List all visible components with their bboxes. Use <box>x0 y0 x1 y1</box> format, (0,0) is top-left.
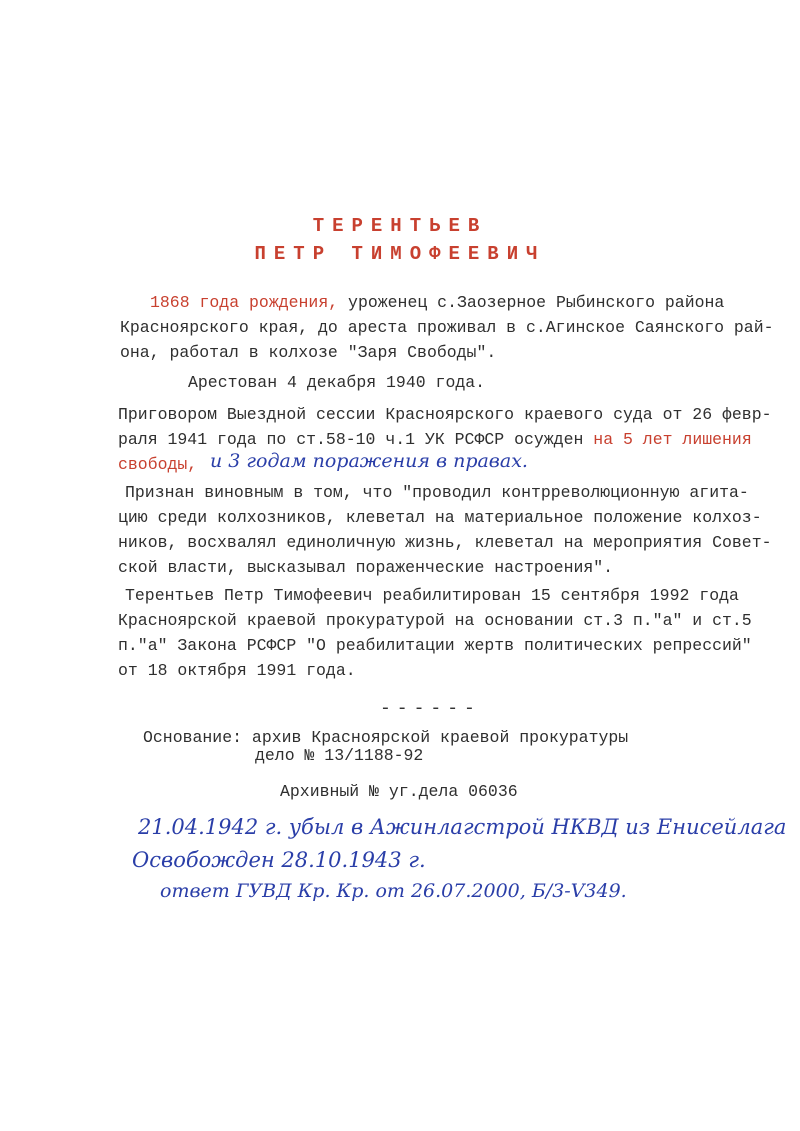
handwritten-addition: и 3 годам поражения в правах. <box>210 450 528 472</box>
paragraph-line: п."а" Закона РСФСР "О реабилитации жертв политических репрессий" <box>118 636 752 655</box>
sentence-term-cont: свободы, <box>118 455 198 474</box>
paragraph-line: цию среди колхозников, клеветал на материальное положение колхоз- <box>118 508 762 527</box>
paragraph-line: она, работал в колхозе "Заря Свободы". <box>120 343 497 362</box>
sentence-text: раля 1941 года по ст.58-10 ч.1 УК РСФСР осужден <box>118 430 584 449</box>
birthplace-text: уроженец с.Заозерное Рыбинского района <box>348 293 725 312</box>
separator: ------ <box>380 699 481 719</box>
paragraph-line: Приговором Выездной сессии Красноярского краевого суда от 26 февр- <box>118 405 772 424</box>
paragraph-line: Признан виновным в том, что "проводил контрреволюционную агита- <box>125 483 749 502</box>
paragraph-line: Красноярской краевой прокуратурой на основании ст.3 п."а" и ст.5 <box>118 611 752 630</box>
sentence-line <box>118 430 752 449</box>
sentence-term: на 5 лет лишения <box>593 430 752 449</box>
surname-heading: ТЕРЕНТЬЕВ <box>312 215 488 237</box>
archive-number: Архивный № уг.дела 06036 <box>280 782 518 801</box>
handwritten-note-2: Освобожден 28.10.1943 г. <box>132 848 426 872</box>
paragraph-line: Красноярского края, до ареста проживал в с.Агинское Саянского рай- <box>120 318 774 337</box>
basis-line: Основание: архив Красноярской краевой прокуратуры <box>143 728 629 747</box>
handwritten-note-1: 21.04.1942 г. убыл в Ажинлагстрой НКВД из Енисейлага <box>138 815 787 839</box>
arrest-line: Арестован 4 декабря 1940 года. <box>188 373 486 392</box>
paragraph-line: ской власти, высказывал пораженческие настроения". <box>118 558 614 577</box>
birth-year: 1868 года рождения, <box>150 293 339 312</box>
rehab-line: Терентьев Петр Тимофеевич реабилитирован 15 сентября 1992 года <box>125 586 739 605</box>
case-number: дело № 13/1188-92 <box>255 746 424 765</box>
handwritten-note-3: ответ ГУВД Кр. Кр. от 26.07.2000, Б/3-V349. <box>160 880 627 902</box>
name-heading: ПЕТР ТИМОФЕЕВИЧ <box>254 243 546 265</box>
paragraph-line: ников, восхвалял единоличную жизнь, клеветал на мероприятия Совет- <box>118 533 772 552</box>
paragraph-line: от 18 октября 1991 года. <box>118 661 356 680</box>
birth-line <box>150 293 724 312</box>
